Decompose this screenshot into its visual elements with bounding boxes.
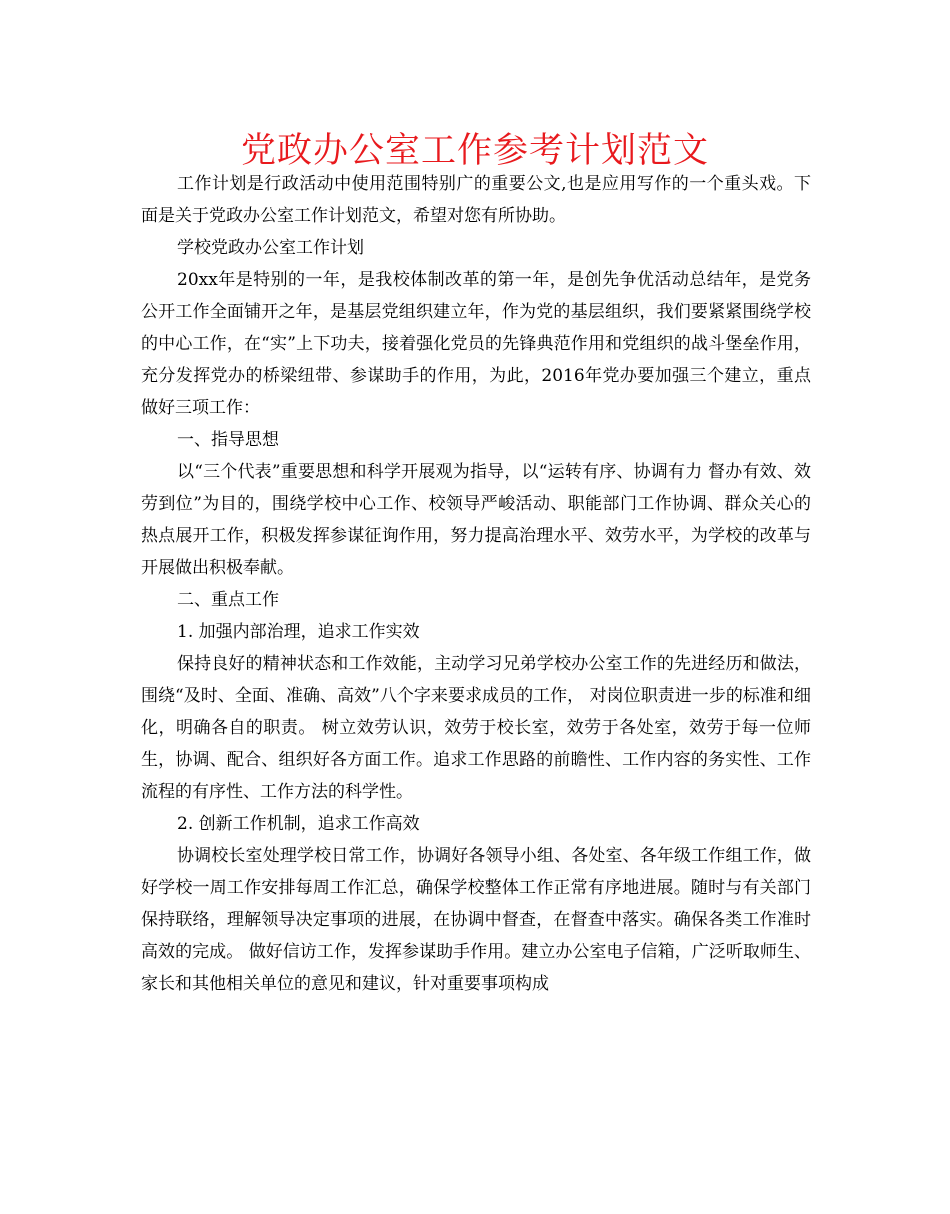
paragraph-work-mechanism: 协调校长室处理学校日常工作，协调好各领导小组、各处室、各年级工作组工作，做好学校一周工作安排每周工作汇总，确保学校整体工作正常有序地进展。随时与有关部门保持联络，理解领导决定事项的进展，在协调中督查，在督查中落实。确保各类工作准时高效的完成。 做好信访工作，发挥参谋助手作用。建立办公室电子信箱，广泛听取师生、家长和其他相关单位的意见和建议，针对重要事项构成 — [141, 846, 811, 994]
section-title-plan: 学校党政办公室工作计划 — [177, 238, 364, 258]
subheading-internal-management: 1. 加强内部治理，追求工作实效 — [177, 622, 420, 642]
section-heading-key-work: 二、重点工作 — [177, 590, 279, 610]
section-heading-guiding-thought: 一、指导思想 — [177, 430, 279, 450]
document-body — [141, 168, 811, 1000]
paragraph-overview: 20xx年是特别的一年，是我校体制改革的第一年，是创先争优活动总结年，是党务公开工作全面铺开之年，是基层党组织建立年，作为党的基层组织，我们要紧紧围绕学校的中心工作，在“实”上下功夫，接着强化党员的先锋典范作用和党组织的战斗堡垒作用，充分发挥党办的桥梁纽带、参谋助手的作用，为此，2016年党办要加强三个建立，重点做好三项工作： — [141, 270, 811, 418]
subheading-work-mechanism: 2. 创新工作机制，追求工作高效 — [177, 814, 420, 834]
paragraph-guiding-thought: 以“三个代表”重要思想和科学开展观为指导，以“运转有序、协调有力 督办有效、效劳到位”为目的，围绕学校中心工作、校领导严峻活动、职能部门工作协调、群众关心的热点展开工作，积极发挥参谋征询作用，努力提高治理水平、效劳水平，为学校的改革与开展做出积极奉献。 — [141, 462, 811, 578]
paragraph-intro: 工作计划是行政活动中使用范围特别广的重要公文,也是应用写作的一个重头戏。下面是关于党政办公室工作计划范文，希望对您有所协助。 — [141, 174, 811, 226]
paragraph-internal-management: 保持良好的精神状态和工作效能，主动学习兄弟学校办公室工作的先进经历和做法，围绕“及时、全面、准确、高效”八个字来要求成员的工作， 对岗位职责进一步的标准和细化，明确各自的职责。 树立效劳认识，效劳于校长室，效劳于各处室，效劳于每一位师生，协调、配合、组织好各方面工作。追求工作思路的前瞻性、工作内容的务实性、工作流程的有序性、工作方法的科学性。 — [141, 654, 811, 802]
document-title: 党政办公室工作参考计划范文 — [240, 131, 709, 171]
